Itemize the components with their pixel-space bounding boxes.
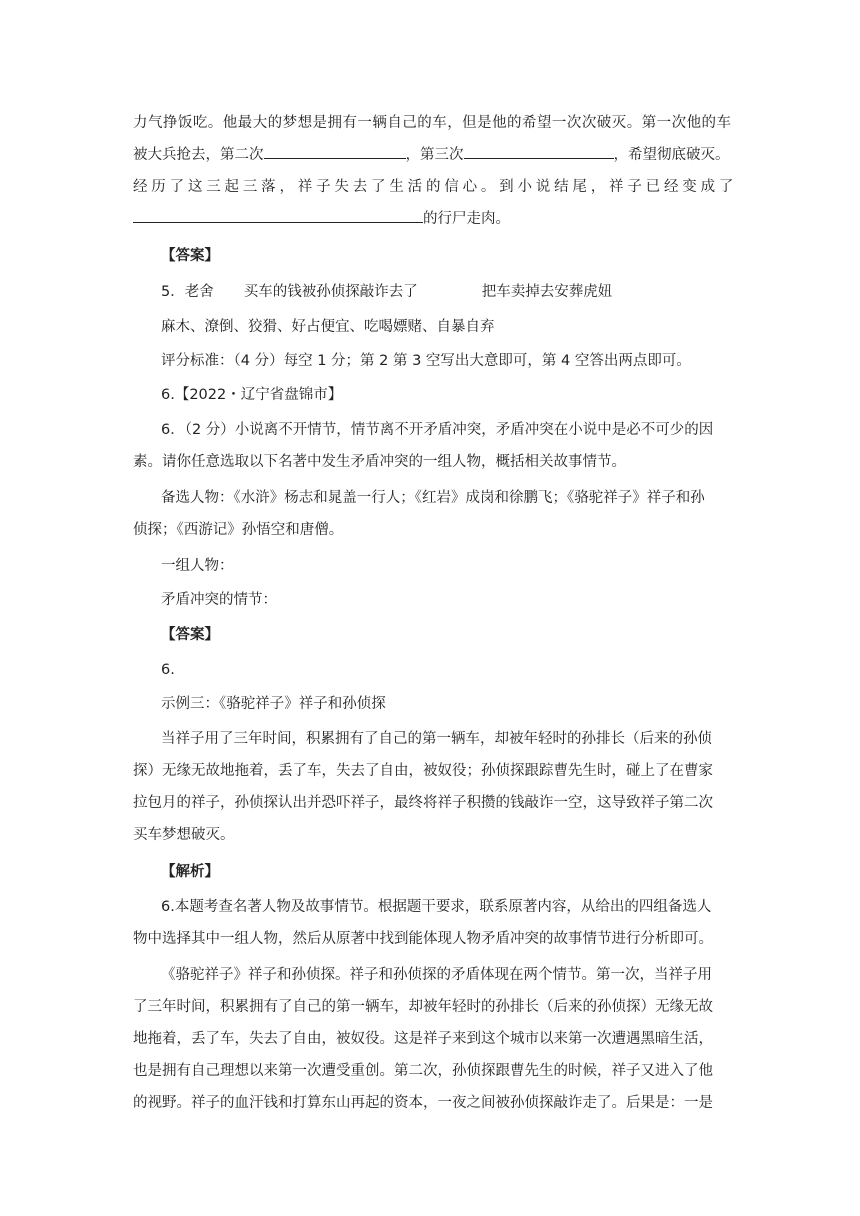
passage-line: 经 历 了 这 三 起 三 落 ， 祥 子 失 去 了 生 活 的 信 心 。 到 小 说 结 尾 ， 祥 子 已 经 变 成 了 xyxy=(133,179,733,195)
analysis-line: 也是拥有自己理想以来第一次遭受重创。第二次，孙侦探跟曹先生的时候，祥子又进入了他 xyxy=(133,1063,713,1079)
analysis-line: 的视野。祥子的血汗钱和打算东山再起的资本，一夜之间被孙侦探敲诈走了。后果是：一是 xyxy=(133,1095,713,1111)
passage-line xyxy=(133,139,731,171)
answer-text: 买车的钱被孙侦探敲诈去了 xyxy=(243,284,418,300)
answer-line xyxy=(161,276,759,308)
answer-line: 探）无缘无故地拖着，丢了车，失去了自由，被奴役；孙侦探跟踪曹先生时，碰上了在曹家 xyxy=(133,763,713,779)
analysis-line: 《骆驼祥子》祥子和孙侦探。祥子和孙侦探的矛盾体现在两个情节。第一次，当祥子用 xyxy=(161,967,712,983)
answer-label: 【答案】 xyxy=(161,248,219,264)
fill-blank xyxy=(464,140,614,159)
passage-line xyxy=(133,203,731,235)
fill-blank xyxy=(264,140,406,159)
passage-text: 被大兵抢去，第二次 xyxy=(133,147,264,163)
question-line: 备选人物：《水浒》杨志和晁盖一行人；《红岩》成岗和徐鹏飞；《骆驼祥子》祥子和孙 xyxy=(161,490,705,506)
scoring-note: 评分标准：（4 分）每空 1 分；第 2 第 3 空写出大意即可，第 4 空答出两点即可。 xyxy=(161,353,691,369)
question-line: 一组人物： xyxy=(161,558,234,574)
analysis-line: 6.本题考查名著人物及故事情节。根据题干要求，联系原著内容，从给出的四组备选人 xyxy=(161,899,712,915)
analysis-line: 物中选择其中一组人物，然后从原著中找到能体现人物矛盾冲突的故事情节进行分析即可。 xyxy=(133,931,713,947)
passage-text: ，第三次 xyxy=(405,147,464,163)
passage-line: 力气挣饭吃。他最大的梦想是拥有一辆自己的车，但是他的希望一次次破灭。第一次他的车 xyxy=(133,115,731,131)
answer-line: 示例三：《骆驼祥子》祥子和孙侦探 xyxy=(161,696,386,712)
answer-text: 把车卖掉去安葬虎妞 xyxy=(481,284,613,300)
answer-line: 6. xyxy=(161,662,175,678)
answer-text: 5．老舍 xyxy=(161,284,214,300)
question-line: 6．（2 分）小说离不开情节，情节离不开矛盾冲突，矛盾冲突在小说中是必不可少的因 xyxy=(161,422,714,438)
question-line: 矛盾冲突的情节： xyxy=(161,592,277,608)
analysis-line: 地拖着，丢了车，失去了自由，被奴役。这是祥子来到这个城市以来第一次遭遇黑暗生活， xyxy=(133,1031,713,1047)
answer-line: 麻木、潦倒、狡猾、好占便宜、吃喝嫖赌、自暴自弃 xyxy=(161,319,495,335)
analysis-label: 【解析】 xyxy=(161,864,219,880)
passage-text: 的行尸走肉。 xyxy=(423,211,510,227)
answer-line: 当祥子用了三年时间，积累拥有了自己的第一辆车，却被年轻时的孙排长（后来的孙侦 xyxy=(161,731,712,747)
answer-line: 拉包月的祥子，孙侦探认出并恐吓祥子，最终将祥子积攒的钱敲诈一空，这导致祥子第二次 xyxy=(133,795,713,811)
answer-line: 买车梦想破灭。 xyxy=(133,827,235,843)
question-line: 侦探；《西游记》孙悟空和唐僧。 xyxy=(133,522,344,538)
analysis-line: 了三年时间，积累拥有了自己的第一辆车，却被年轻时的孙排长（后来的孙侦探）无缘无故 xyxy=(133,999,713,1015)
fill-blank xyxy=(133,204,423,223)
passage-text: ，希望彻底破灭。 xyxy=(613,147,730,163)
answer-label: 【答案】 xyxy=(161,627,219,643)
question-source: 6.【2022・辽宁省盘锦市】 xyxy=(161,387,343,403)
question-line: 素。请你任意选取以下名著中发生矛盾冲突的一组人物，概括相关故事情节。 xyxy=(133,454,626,470)
